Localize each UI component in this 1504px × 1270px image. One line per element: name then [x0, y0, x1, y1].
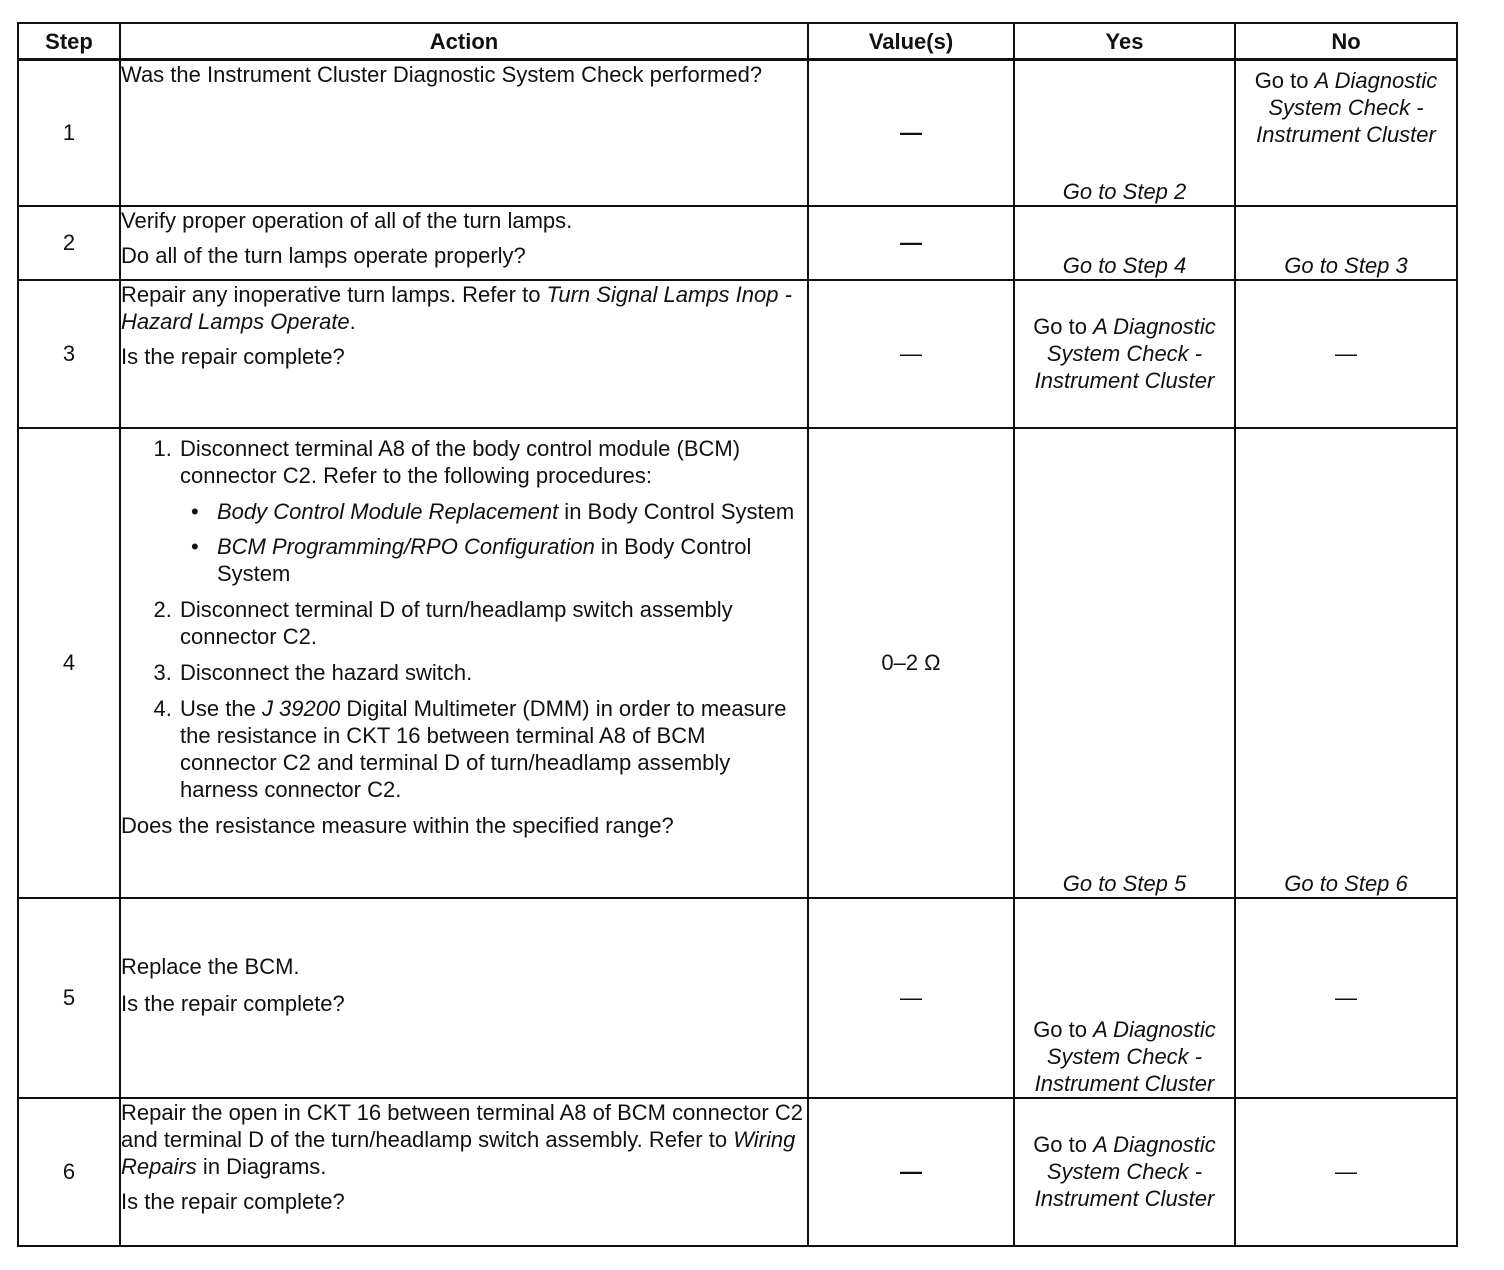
table-row-step-4 [18, 428, 1457, 898]
procedure-step: 1. Disconnect terminal A8 of the body control module (BCM) connector C2. Refer to the following procedures: • Body Control Module Replacement in Body Control System • BCM Programming/RPO Configuration in Body Control System [178, 435, 807, 587]
no-cell: Go to A Diagnostic System Check - Instrument Cluster [1235, 60, 1457, 206]
table-row-step-1 [18, 60, 1457, 206]
header-step: Step [18, 23, 120, 60]
value-cell: — [808, 898, 1014, 1098]
no-link[interactable]: Go to Step 3 [1284, 252, 1408, 278]
header-action: Action [120, 23, 808, 60]
yes-link[interactable]: A Diagnostic System Check - Instrument Cluster [1034, 1132, 1216, 1211]
table-row-step-5 [18, 898, 1457, 1098]
step-number: 6 [18, 1098, 120, 1246]
no-cell [1235, 206, 1457, 280]
value-cell: — [808, 60, 1014, 206]
action-cell [120, 428, 808, 898]
yes-cell [1014, 60, 1235, 206]
procedure-link[interactable]: Body Control Module Replacement [217, 498, 559, 524]
yes-cell: Go to A Diagnostic System Check - Instrument Cluster [1014, 280, 1235, 428]
value-cell: 0–2 Ω [808, 428, 1014, 898]
value-cell: — [808, 1098, 1014, 1246]
header-row [18, 23, 1457, 60]
yes-cell [1014, 206, 1235, 280]
step-number: 4 [18, 428, 120, 898]
action-cell [120, 60, 808, 206]
procedure-step: 2. Disconnect terminal D of turn/headlamp switch assembly connector C2. [178, 596, 807, 650]
action-question: Do all of the turn lamps operate properly? [121, 242, 526, 268]
yes-link[interactable]: A Diagnostic System Check - Instrument Cluster [1034, 1016, 1216, 1096]
action-question: Is the repair complete? [121, 1188, 345, 1214]
action-cell [120, 898, 808, 1098]
yes-link[interactable]: A Diagnostic System Check - Instrument Cluster [1034, 314, 1216, 393]
step-number: 3 [18, 280, 120, 428]
procedure-step: 3. Disconnect the hazard switch. [178, 659, 807, 686]
header-no: No [1235, 23, 1457, 60]
action-question: Was the Instrument Cluster Diagnostic System Check performed? [121, 62, 763, 87]
reference-list [180, 498, 807, 587]
procedure-link[interactable]: Wiring Repairs [121, 1126, 796, 1179]
no-cell: — [1235, 1098, 1457, 1246]
action-cell [120, 206, 808, 280]
procedure-link[interactable]: BCM Programming/RPO Configuration [217, 533, 595, 559]
action-line: Repair any inoperative turn lamps. Refer to Turn Signal Lamps Inop - Hazard Lamps Operate. [121, 281, 792, 334]
action-cell [120, 280, 808, 428]
step-number: 5 [18, 898, 120, 1098]
table-row-step-6 [18, 1098, 1457, 1246]
yes-cell: Go to A Diagnostic System Check - Instrument Cluster [1014, 1098, 1235, 1246]
reference-item: • Body Control Module Replacement in Body Control System [215, 498, 807, 525]
step-number: 2 [18, 206, 120, 280]
yes-link[interactable]: Go to Step 4 [1062, 252, 1187, 278]
header-yes: Yes [1014, 23, 1235, 60]
yes-link[interactable]: Go to Step 2 [1062, 178, 1187, 204]
step-number: 1 [18, 60, 120, 206]
tool-link[interactable]: J 39200 [261, 695, 341, 721]
no-link[interactable]: A Diagnostic System Check - Instrument Cluster [1256, 68, 1438, 147]
yes-link[interactable]: Go to Step 5 [1062, 870, 1187, 896]
action-cell [120, 1098, 808, 1246]
table-row-step-2 [18, 206, 1457, 280]
yes-cell [1014, 428, 1235, 898]
no-cell: — [1235, 280, 1457, 428]
diagnostic-table [17, 22, 1458, 1247]
procedure-list [121, 435, 807, 803]
yes-cell: Go to A Diagnostic System Check - Instrument Cluster [1014, 898, 1235, 1098]
table-row-step-3 [18, 280, 1457, 428]
no-link[interactable]: Go to Step 6 [1284, 870, 1408, 896]
no-cell: — [1235, 898, 1457, 1098]
value-cell: — [808, 280, 1014, 428]
header-values: Value(s) [808, 23, 1014, 60]
action-question: Is the repair complete? [121, 990, 345, 1016]
reference-item: • BCM Programming/RPO Configuration in Body Control System [215, 533, 807, 587]
procedure-step: 4. Use the J 39200 Digital Multimeter (DMM) in order to measure the resistance in CKT 16 between terminal A8 of BCM connector C2 and terminal D of turn/headlamp assembly harness connector C2. [178, 695, 807, 803]
action-question: Is the repair complete? [121, 343, 345, 369]
value-cell: — [808, 206, 1014, 280]
action-line: Verify proper operation of all of the turn lamps. [121, 207, 573, 233]
action-question: Does the resistance measure within the specified range? [121, 812, 674, 838]
procedure-link[interactable]: Turn Signal Lamps Inop - Hazard Lamps Operate [121, 281, 792, 334]
action-line: Replace the BCM. [121, 953, 300, 979]
action-line: Repair the open in CKT 16 between terminal A8 of BCM connector C2 and terminal D of the turn/headlamp switch assembly. Refer to Wiring Repairs in Diagrams. [121, 1099, 803, 1179]
no-cell [1235, 428, 1457, 898]
